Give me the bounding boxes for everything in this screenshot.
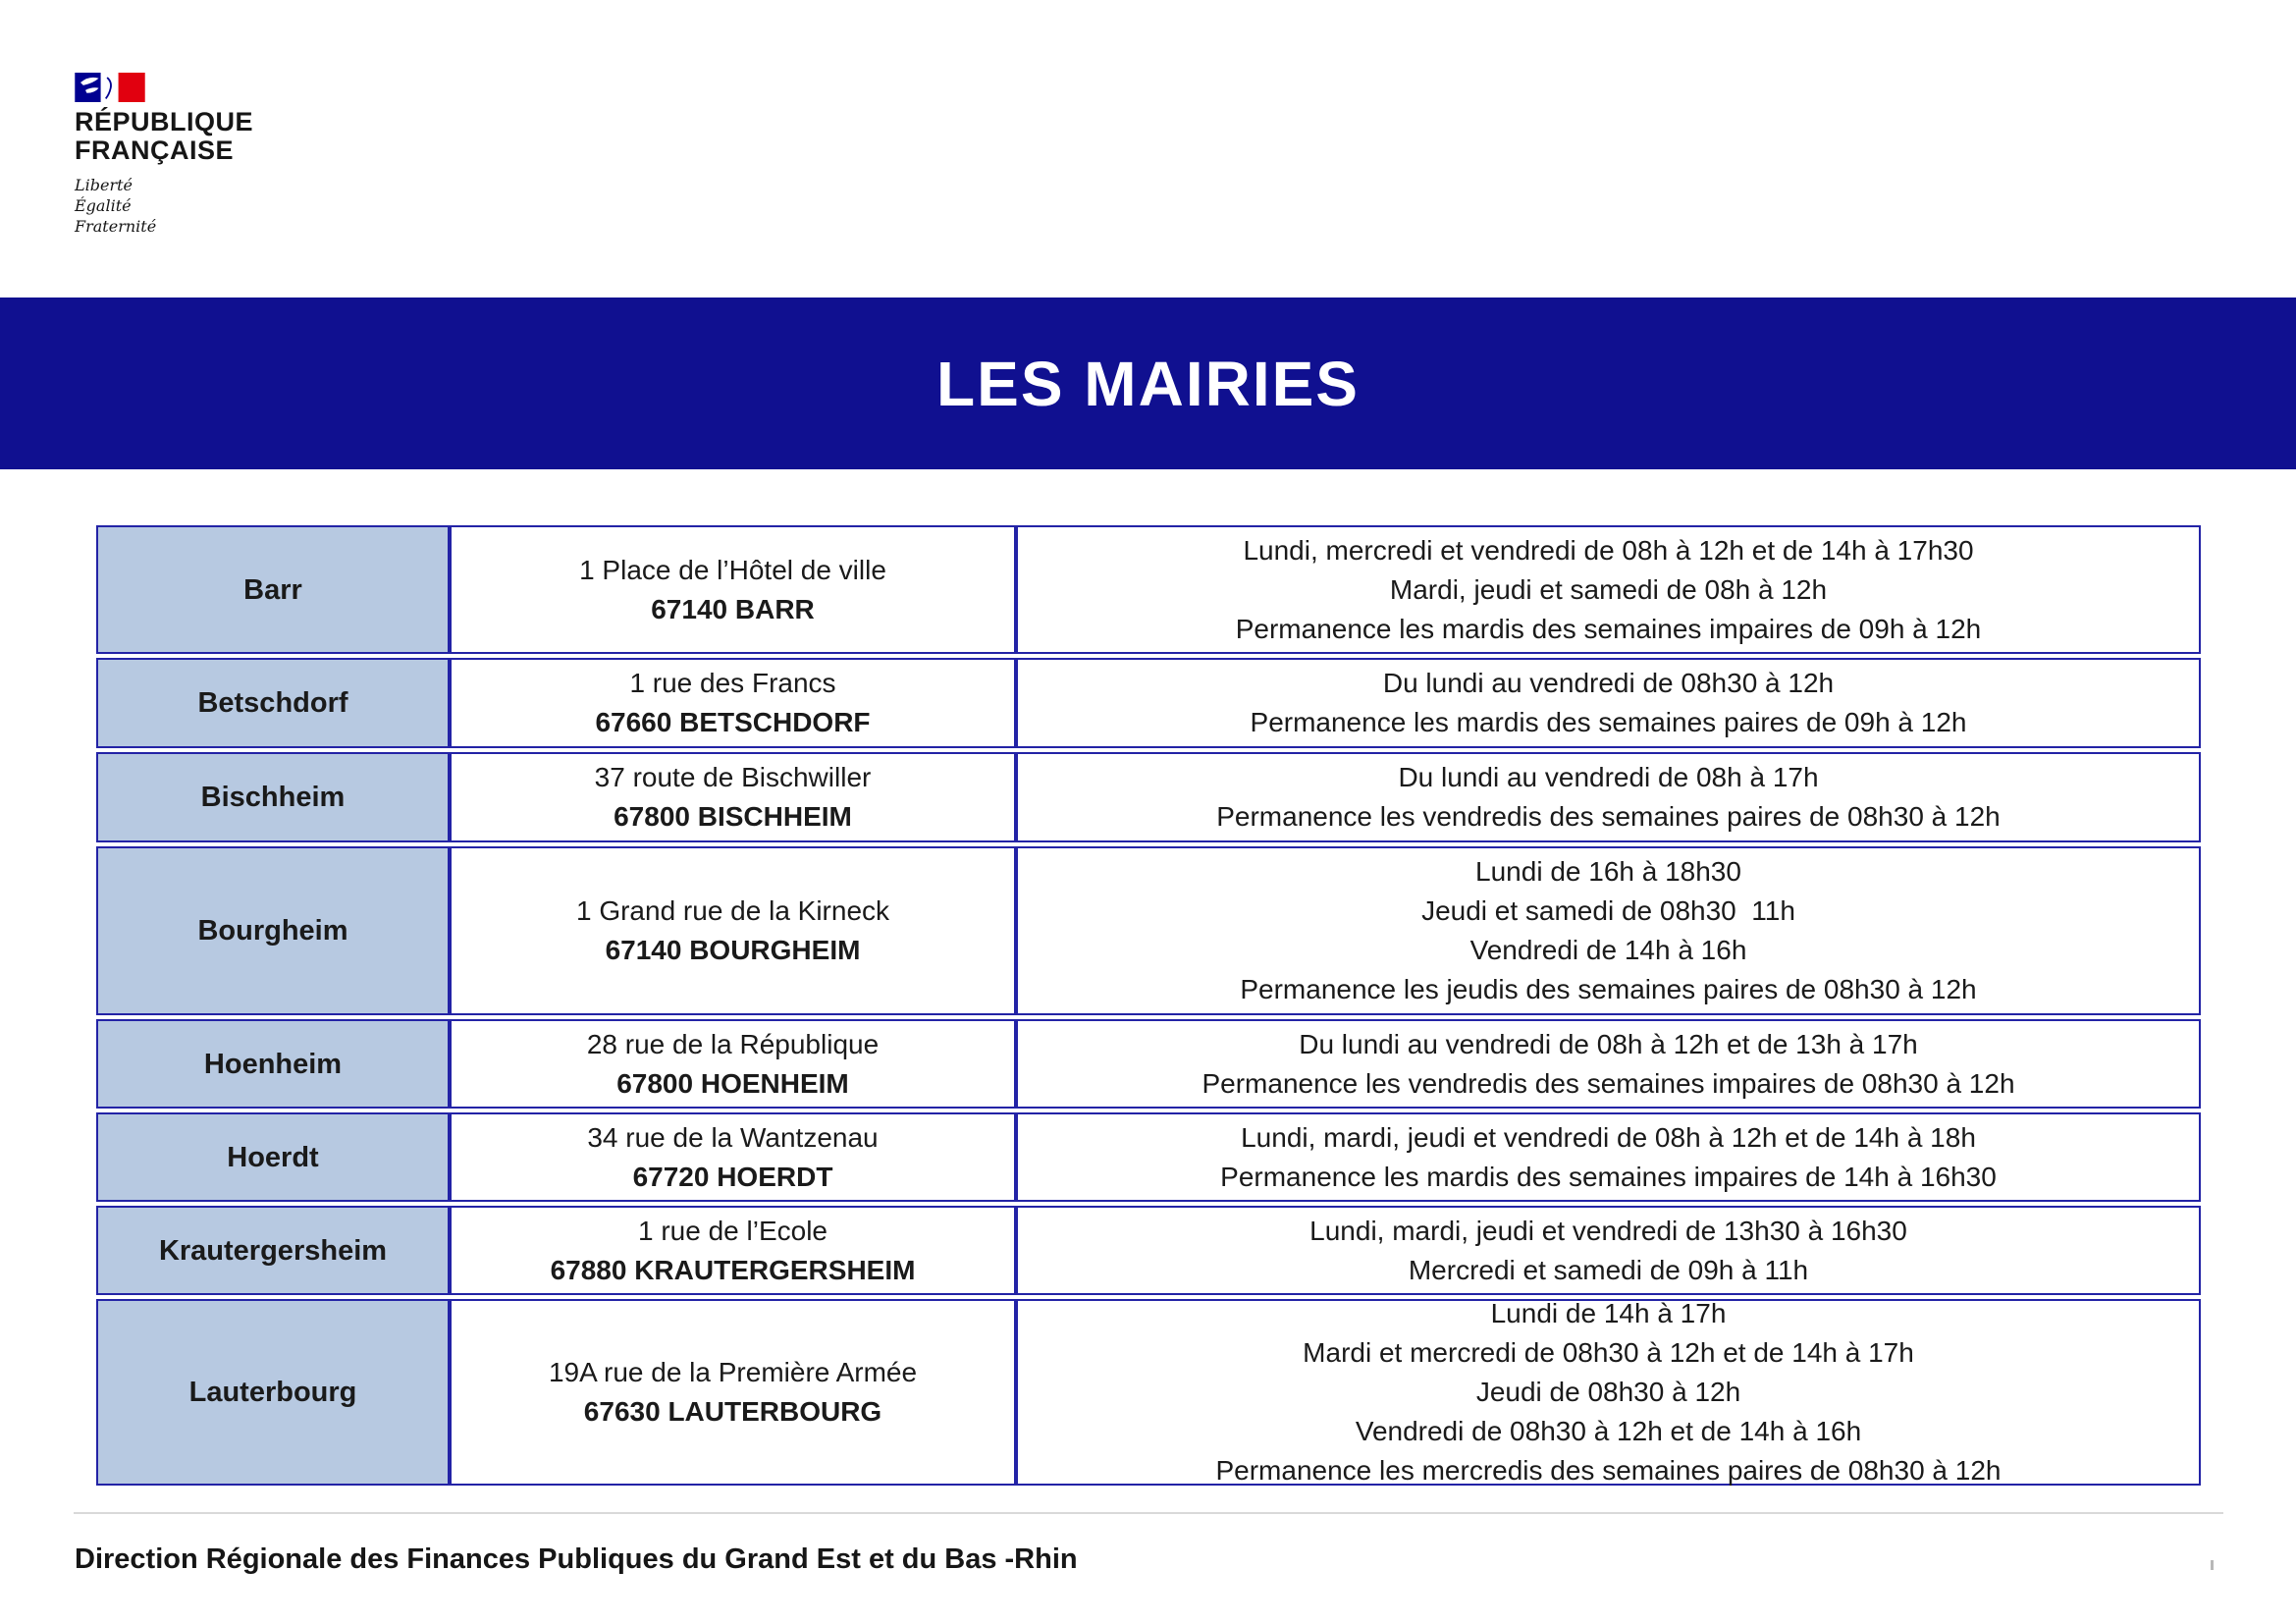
hours-line: Permanence les vendredis des semaines paires de 08h30 à 12h [1216, 801, 2001, 832]
address-cell [450, 658, 1016, 748]
hours-line: Lundi de 14h à 17h [1490, 1298, 1727, 1328]
hours-line: Lundi de 16h à 18h30 [1475, 856, 1741, 887]
address-city: 67720 HOERDT [632, 1161, 833, 1192]
french-flag-icon [75, 73, 145, 102]
address-city: 67140 BOURGHEIM [605, 935, 861, 965]
address-cell [450, 1112, 1016, 1202]
commune-name-cell: Barr [96, 525, 450, 654]
hours-line: Vendredi de 14h à 16h [1469, 935, 1747, 965]
address-street: 1 rue de l’Ecole [637, 1215, 828, 1246]
address-street: 1 Grand rue de la Kirneck [575, 895, 890, 926]
tiny-page-mark [2211, 1560, 2214, 1570]
hours-line: Permanence les mardis des semaines impaires de 14h à 16h30 [1220, 1161, 1997, 1192]
hours-line: Permanence les mardis des semaines impaires de 09h à 12h [1235, 613, 1982, 644]
commune-name-cell: Bourgheim [96, 846, 450, 1015]
hours-cell [1016, 1206, 2201, 1295]
hours-cell [1016, 1112, 2201, 1202]
title-banner [0, 298, 2296, 469]
logo-wordmark [75, 108, 253, 165]
address-cell [450, 525, 1016, 654]
page-title: LES MAIRIES [936, 348, 1360, 419]
hours-cell [1016, 752, 2201, 842]
address-street: 19A rue de la Première Armée [548, 1357, 918, 1387]
hours-line: Permanence les vendredis des semaines impaires de 08h30 à 12h [1201, 1067, 2015, 1099]
hours-cell [1016, 1299, 2201, 1486]
table-row-hoenheim [96, 1019, 2201, 1109]
hours-cell [1016, 846, 2201, 1015]
address-cell [450, 1299, 1016, 1486]
commune-name-cell: Hoerdt [96, 1112, 450, 1202]
address-street: 37 route de Bischwiller [594, 762, 872, 792]
commune-name-cell: Hoenheim [96, 1019, 450, 1109]
table-row-krautergersheim [96, 1206, 2201, 1295]
address-cell [450, 1206, 1016, 1295]
hours-line: Mardi et mercredi de 08h30 à 12h et de 14h à 17h [1303, 1337, 1914, 1368]
table-row-bischheim [96, 752, 2201, 842]
hours-line: Jeudi et samedi de 08h30 11h [1421, 895, 1795, 926]
hours-line: Du lundi au vendredi de 08h à 17h [1398, 762, 1819, 792]
hours-cell [1016, 1019, 2201, 1109]
commune-name-cell: Lauterbourg [96, 1299, 450, 1486]
hours-line: Lundi, mercredi et vendredi de 08h à 12h et de 14h à 17h30 [1243, 534, 1974, 566]
address-city: 67140 BARR [651, 593, 815, 624]
commune-name-cell: Bischheim [96, 752, 450, 842]
hours-cell [1016, 658, 2201, 748]
logo-wordmark-line2: FRANÇAISE [75, 135, 235, 165]
logo-motto-fraternite: Fraternité [75, 217, 157, 236]
hours-cell [1016, 525, 2201, 654]
hours-line: Lundi, mardi, jeudi et vendredi de 13h30 à 16h30 [1309, 1215, 1907, 1246]
address-street: 34 rue de la Wantzenau [587, 1121, 879, 1153]
hours-line: Mardi, jeudi et samedi de 08h à 12h [1389, 573, 1828, 605]
table-row-lauterbourg [96, 1299, 2201, 1486]
hours-line: Permanence les jeudis des semaines paires de 08h30 à 12h [1240, 974, 1977, 1004]
address-cell [450, 1019, 1016, 1109]
hours-line: Du lundi au vendredi de 08h30 à 12h [1382, 668, 1835, 698]
hours-line: Vendredi de 08h30 à 12h et de 14h à 16h [1355, 1416, 1862, 1446]
hours-line: Permanence les mardis des semaines paires de 09h à 12h [1250, 707, 1967, 737]
address-city: 67630 LAUTERBOURG [583, 1396, 882, 1427]
logo-motto [75, 175, 253, 237]
hours-line: Mercredi et samedi de 09h à 11h [1408, 1254, 1809, 1285]
footer-divider [74, 1512, 2223, 1514]
address-cell [450, 752, 1016, 842]
address-street: 1 rue des Francs [629, 668, 836, 698]
table-row-hoerdt [96, 1112, 2201, 1202]
logo-motto-liberte: Liberté [75, 176, 133, 194]
address-cell [450, 846, 1016, 1015]
logo-motto-egalite: Égalité [75, 196, 132, 215]
logo-wordmark-line1: RÉPUBLIQUE [75, 107, 254, 136]
republique-francaise-logo [75, 73, 253, 237]
hours-line: Lundi, mardi, jeudi et vendredi de 08h à 12h et de 14h à 18h [1241, 1121, 1976, 1153]
address-city: 67660 BETSCHDORF [595, 707, 871, 737]
address-street: 28 rue de la République [586, 1028, 880, 1059]
commune-name-cell: Betschdorf [96, 658, 450, 748]
address-street: 1 Place de l’Hôtel de ville [579, 554, 886, 585]
hours-line: Permanence les mercredis des semaines paires de 08h30 à 12h [1215, 1455, 2002, 1486]
address-city: 67880 KRAUTERGERSHEIM [550, 1254, 916, 1285]
address-city: 67800 BISCHHEIM [614, 801, 852, 832]
address-city: 67800 HOENHEIM [616, 1067, 849, 1099]
table-row-barr [96, 525, 2201, 654]
mairies-table [96, 525, 2201, 1486]
commune-name-cell: Krautergersheim [96, 1206, 450, 1295]
hours-line: Jeudi de 08h30 à 12h [1475, 1377, 1741, 1407]
footer-text: Direction Régionale des Finances Publiques du Grand Est et du Bas -Rhin [75, 1543, 1078, 1575]
table-row-bourgheim [96, 846, 2201, 1015]
table-row-betschdorf [96, 658, 2201, 748]
hours-line: Du lundi au vendredi de 08h à 12h et de 13h à 17h [1299, 1028, 1918, 1059]
